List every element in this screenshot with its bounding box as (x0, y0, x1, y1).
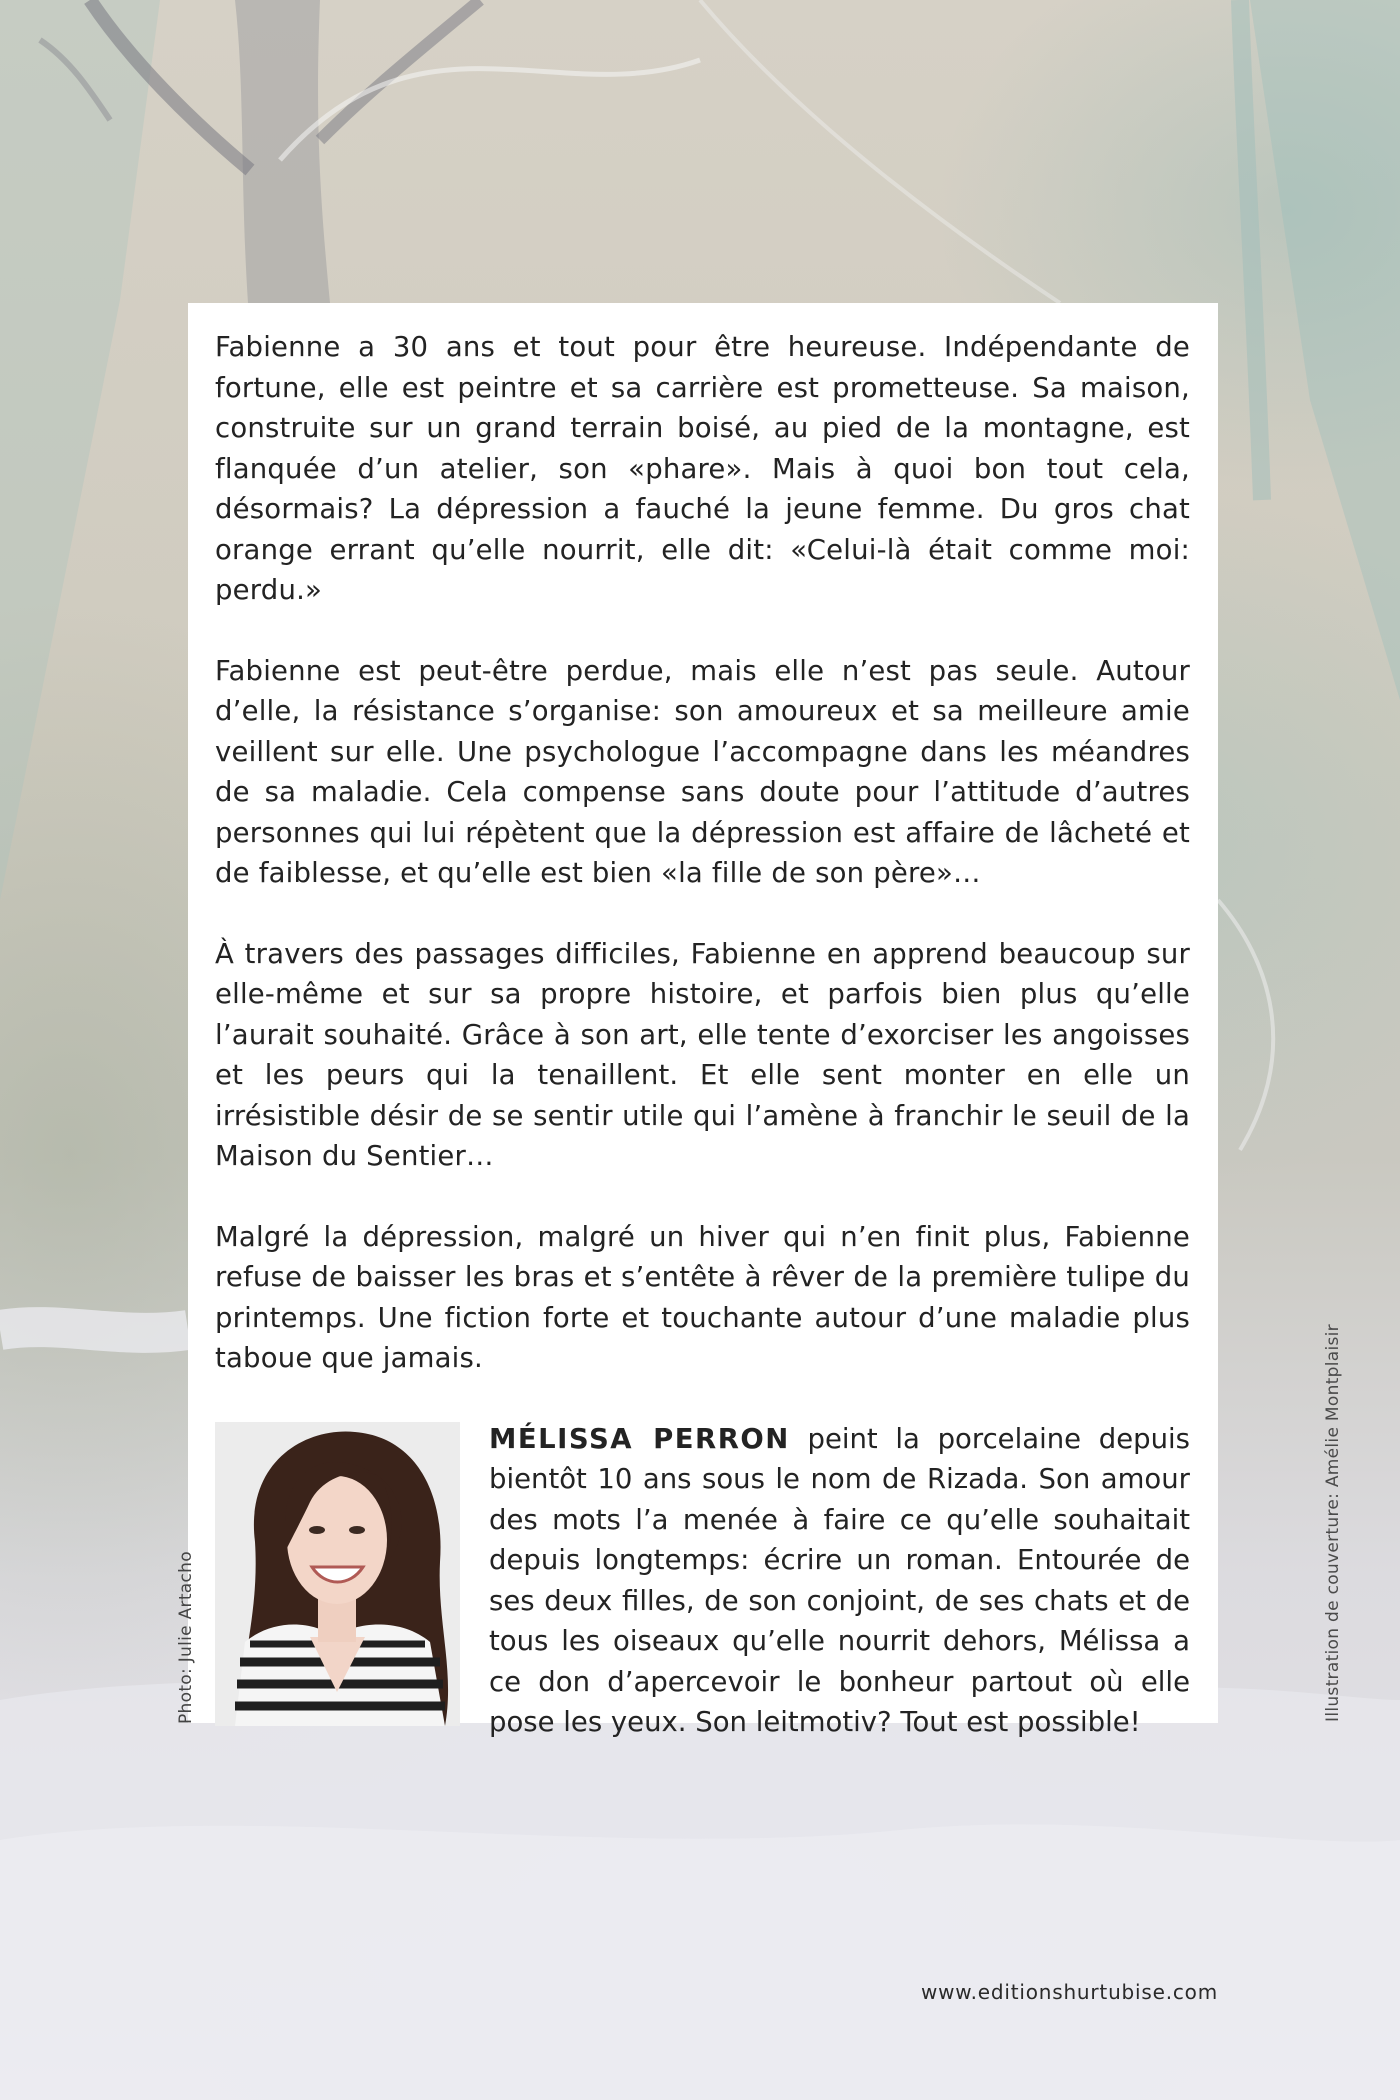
author-name: MÉLISSA PERRON (489, 1422, 790, 1455)
author-photo (215, 1422, 460, 1726)
cover-illustration-credit: Illustration de couverture: Amélie Montplaisir (1323, 1324, 1343, 1722)
synopsis-paragraph-1: Fabienne a 30 ans et tout pour être heureuse. Indépendante de fortune, elle est peintre et sa carrière est prometteuse. Sa maison, construite sur un grand terrain boisé, au pied de la montagne, est flanquée d’un atelier, son «phare». Mais à quoi bon tout cela, désormais? La dépression a fauché la jeune femme. Du gros chat orange errant qu’elle nourrit, elle dit: «Celui-là était comme moi: perdu.» (215, 331, 1190, 606)
photo-credit: Photo: Julie Artacho (176, 1550, 196, 1724)
author-section (176, 1419, 1190, 1739)
synopsis-paragraph-4: Malgré la dépression, malgré un hiver qui n’en finit plus, Fabienne refuse de baisser les bras et s’entête à rêver de la première tulipe du printemps. Une fiction forte et touchante autour d’une maladie plus taboue que jamais. (215, 1220, 1190, 1374)
author-bio-text: peint la porcelaine depuis bientôt 10 ans sous le nom de Rizada. Son amour des mots l’a menée à faire ce qu’elle souhaitait depuis longtemps: écrire un roman. Entourée de ses deux filles, de son conjoint, de ses chats et de tous les oiseaux qu’elle nourrit dehors, Mélissa a ce don d’apercevoir le bonheur partout où elle pose les yeux. Son leitmotiv? Tout est possible! (489, 1422, 1190, 1738)
publisher-website: www.editionshurtubise.com (920, 1980, 1218, 2004)
author-bio (489, 1419, 1190, 1743)
synopsis-paragraph-2: Fabienne est peut-être perdue, mais elle n’est pas seule. Autour d’elle, la résistance s’organise: son amoureux et sa meilleure amie veillent sur elle. Une psychologue l’accompagne dans les méandres de sa maladie. Cela compense sans doute pour l’attitude d’autres personnes qui lui répètent que la dépression est affaire de lâcheté et de faiblesse, et qu’elle est bien «la fille de son père»… (215, 654, 1190, 889)
back-cover-text-panel (176, 303, 1218, 1738)
synopsis-paragraph-3: À travers des passages difficiles, Fabienne en apprend beaucoup sur elle-même et sur sa propre histoire, et parfois bien plus qu’elle l’aurait souhaité. Grâce à son art, elle tente d’exorciser les angoisses et les peurs qui la tenaillent. Et elle sent monter en elle un irrésistible désir de se sentir utile qui l’amène à franchir le seuil de la Maison du Sentier… (215, 937, 1190, 1172)
